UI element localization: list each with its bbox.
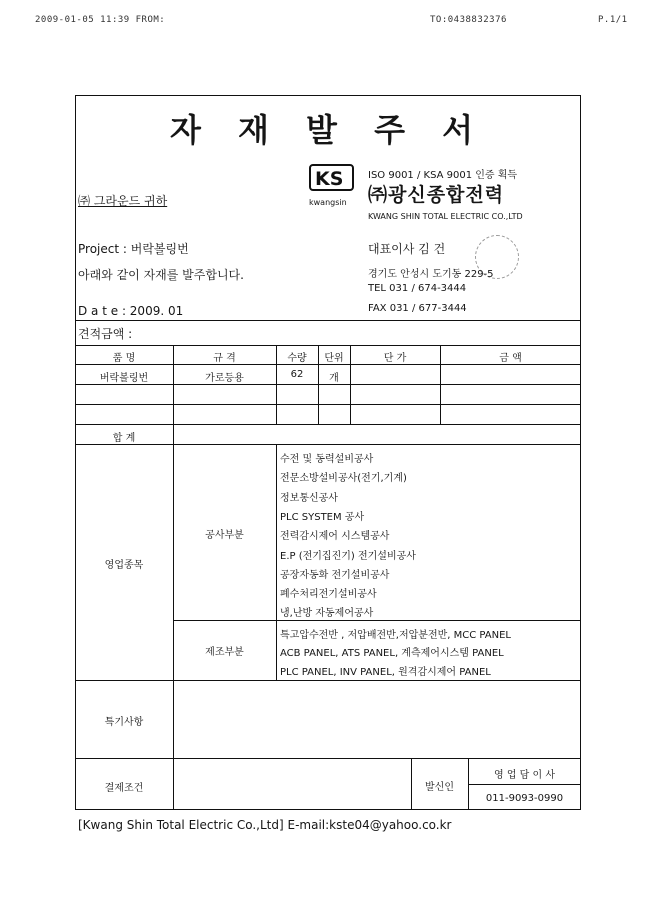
remarks-label: 특기사항 <box>104 717 144 728</box>
company-tel: TEL 031 / 674-3444 <box>368 283 467 294</box>
manufacturing-item: PLC PANEL, INV PANEL, 원격감시제어 PANEL <box>280 667 491 678</box>
table-top-line <box>75 345 581 346</box>
sales-phone: 011-9093-0990 <box>485 793 564 804</box>
section-divider <box>75 680 581 681</box>
header-item-name: 품 명 <box>112 353 136 364</box>
construction-item: 냉,난방 자동제어공사 <box>280 608 374 619</box>
section-col-line <box>173 444 174 810</box>
business-label: 영업종목 <box>104 560 144 571</box>
table-row-line <box>75 404 581 405</box>
ceo-name: 대표이사 김 건 <box>368 242 446 256</box>
iso-certification: ISO 9001 / KSA 9001 인증 획득 <box>368 170 518 181</box>
manufacturing-label: 제조부분 <box>205 647 244 658</box>
payment-label: 결제조건 <box>104 783 144 794</box>
construction-item: 전문소방설비공사(전기,기계) <box>280 473 407 484</box>
construction-label: 공사부분 <box>205 530 244 541</box>
company-address: 경기도 안성시 도기동 229-5 <box>368 269 494 280</box>
sales-title: 영 업 담 이 사 <box>493 770 555 781</box>
header-quantity: 수량 <box>287 353 307 364</box>
project-name: Project : 버락볼링번 <box>78 242 189 256</box>
construction-item: 폐수처리전기설비공사 <box>280 589 377 600</box>
table-cell: 62 <box>290 369 304 380</box>
total-label: 합 계 <box>112 433 136 444</box>
header-unit: 단위 <box>324 353 344 364</box>
construction-item: E.P (전기집진기) 전기설비공사 <box>280 551 416 562</box>
manufacturing-item: ACB PANEL, ATS PANEL, 계측제어시스템 PANEL <box>280 648 504 659</box>
fax-datetime: 2009-01-05 11:39 FROM: <box>35 15 166 25</box>
sales-divider <box>468 784 581 785</box>
construction-item: 전력감시제어 시스템공사 <box>280 531 390 542</box>
table-cell: 개 <box>329 373 339 384</box>
document-title: 자 재 발 주 서 <box>169 111 487 149</box>
sender-label: 발신인 <box>425 782 454 793</box>
header-unit-price: 단 가 <box>383 353 407 364</box>
table-row-line <box>75 384 581 385</box>
svg-text:KS: KS <box>315 168 344 190</box>
fax-page: P.1/1 <box>598 15 628 25</box>
order-date: D a t e : 2009. 01 <box>78 304 184 318</box>
recipient: ㈜ 그라운드 귀하 <box>78 194 168 208</box>
construction-item: 정보통신공사 <box>280 493 338 504</box>
company-fax: FAX 031 / 677-3444 <box>368 303 467 314</box>
construction-item: PLC SYSTEM 공사 <box>280 512 365 523</box>
table-header-line <box>75 364 581 365</box>
ks-logo-icon <box>309 164 354 198</box>
business-col-line <box>276 444 277 680</box>
total-col-line <box>173 424 174 444</box>
table-total-line <box>75 444 581 445</box>
section-divider <box>75 758 581 759</box>
divider <box>75 320 581 321</box>
header-spec: 규 격 <box>213 353 236 364</box>
fax-to: TO:0438832376 <box>430 15 507 25</box>
manufacturing-item: 특고압수전반 , 저압배전반,저압분전반, MCC PANEL <box>280 630 512 641</box>
request-text: 아래와 같이 자재를 발주합니다. <box>78 268 244 282</box>
table-cell: 버락볼링번 <box>99 373 149 384</box>
business-divider <box>173 620 581 621</box>
company-name-kr: ㈜광신종합전력 <box>368 184 505 206</box>
table-cell: 가로등용 <box>205 373 244 384</box>
footer-contact: [Kwang Shin Total Electric Co.,Ltd] E-mail:kste04@yahoo.co.kr <box>78 818 452 832</box>
table-row-line <box>75 424 581 425</box>
estimate-label: 견적금액 : <box>78 327 133 341</box>
header-amount: 금 액 <box>499 353 522 364</box>
construction-item: 수전 및 동력설비공사 <box>280 454 374 465</box>
company-name-en: KWANG SHIN TOTAL ELECTRIC CO.,LTD <box>368 212 523 221</box>
construction-item: 공장자동화 전기설비공사 <box>280 570 390 581</box>
logo-caption: kwangsin <box>309 198 347 207</box>
